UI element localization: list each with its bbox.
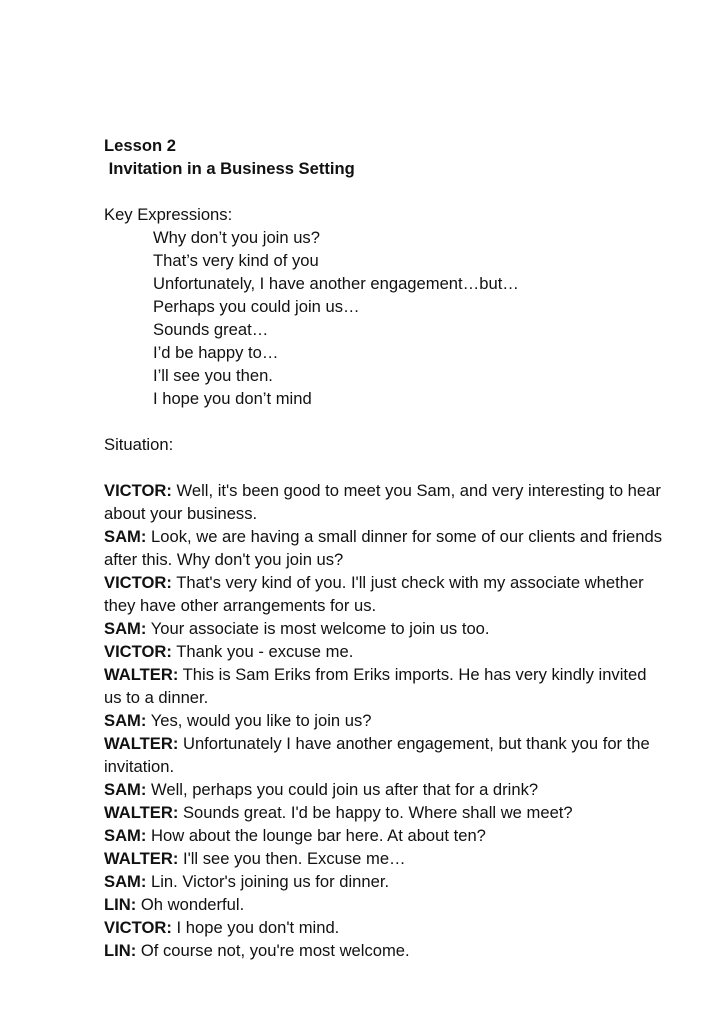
dialogue-text: Well, it's been good to meet you Sam, and very interesting to hear about your business. [104,481,661,523]
speaker-name: SAM: [104,527,147,546]
key-expressions-heading: Key Expressions: [104,205,233,224]
dialogue-text: Thank you - excuse me. [171,642,354,661]
dialogue-line [104,571,664,617]
dialogue-text: Lin. Victor's joining us for dinner. [146,872,390,891]
speaker-name: SAM: [104,619,147,638]
dialogue-text: Of course not, you're most welcome. [136,941,410,960]
dialogue-text: Your associate is most welcome to join us too. [146,619,490,638]
expression-item: Perhaps you could join us… [153,297,360,316]
expression-item: Unfortunately, I have another engagement…but… [153,274,519,293]
speaker-name: LIN: [104,895,137,914]
dialogue-line [104,847,664,870]
expression-item: I’ll see you then. [153,366,273,385]
dialogue-text: Sounds great. I'd be happy to. Where shall we meet? [178,803,573,822]
dialogue-text: I'll see you then. Excuse me… [178,849,406,868]
dialogue-line [104,916,664,939]
speaker-name: SAM: [104,872,147,891]
dialogue-line [104,824,664,847]
speaker-name: VICTOR: [104,573,172,592]
lesson-number: Lesson 2 [104,136,176,155]
dialogue-text: Oh wonderful. [136,895,245,914]
speaker-name: WALTER: [104,849,179,868]
speaker-name: VICTOR: [104,481,172,500]
document-page [104,134,664,962]
dialogue-line [104,801,664,824]
speaker-name: VICTOR: [104,642,172,661]
dialogue-text: Well, perhaps you could join us after that for a drink? [146,780,539,799]
lesson-title: Invitation in a Business Setting [104,159,355,178]
expression-item: I’d be happy to… [153,343,279,362]
dialogue-line [104,617,664,640]
spacer [104,410,664,433]
speaker-name: SAM: [104,826,147,845]
dialogue-line [104,732,664,778]
expression-item: Sounds great… [153,320,269,339]
spacer [104,456,664,479]
dialogue-line [104,893,664,916]
dialogue-line [104,663,664,709]
dialogue-text: Unfortunately I have another engagement, but thank you for the invitation. [104,734,650,776]
expression-item: I hope you don’t mind [153,389,312,408]
speaker-name: LIN: [104,941,137,960]
speaker-name: SAM: [104,780,147,799]
spacer [104,180,664,203]
dialogue-text: How about the lounge bar here. At about ten? [146,826,486,845]
speaker-name: WALTER: [104,734,179,753]
expression-item: That’s very kind of you [153,251,319,270]
speaker-name: SAM: [104,711,147,730]
dialogue-line [104,640,664,663]
dialogue-line [104,778,664,801]
dialogue-line [104,709,664,732]
dialogue-text: That's very kind of you. I'll just check with my associate whether they have other arrangements for us. [104,573,644,615]
dialogue-line [104,870,664,893]
expression-item: Why don’t you join us? [153,228,320,247]
dialogue-text: Look, we are having a small dinner for some of our clients and friends after this. Why don't you join us? [104,527,663,569]
dialogue-text: This is Sam Eriks from Eriks imports. He has very kindly invited us to a dinner. [104,665,647,707]
dialogue-line [104,525,664,571]
dialogue-text: Yes, would you like to join us? [146,711,372,730]
dialogue-text: I hope you don't mind. [171,918,340,937]
dialogue-line [104,939,664,962]
speaker-name: WALTER: [104,665,179,684]
speaker-name: VICTOR: [104,918,172,937]
key-expressions-list [104,226,664,410]
speaker-name: WALTER: [104,803,179,822]
dialogue [104,479,664,962]
situation-heading: Situation: [104,435,174,454]
dialogue-line [104,479,664,525]
